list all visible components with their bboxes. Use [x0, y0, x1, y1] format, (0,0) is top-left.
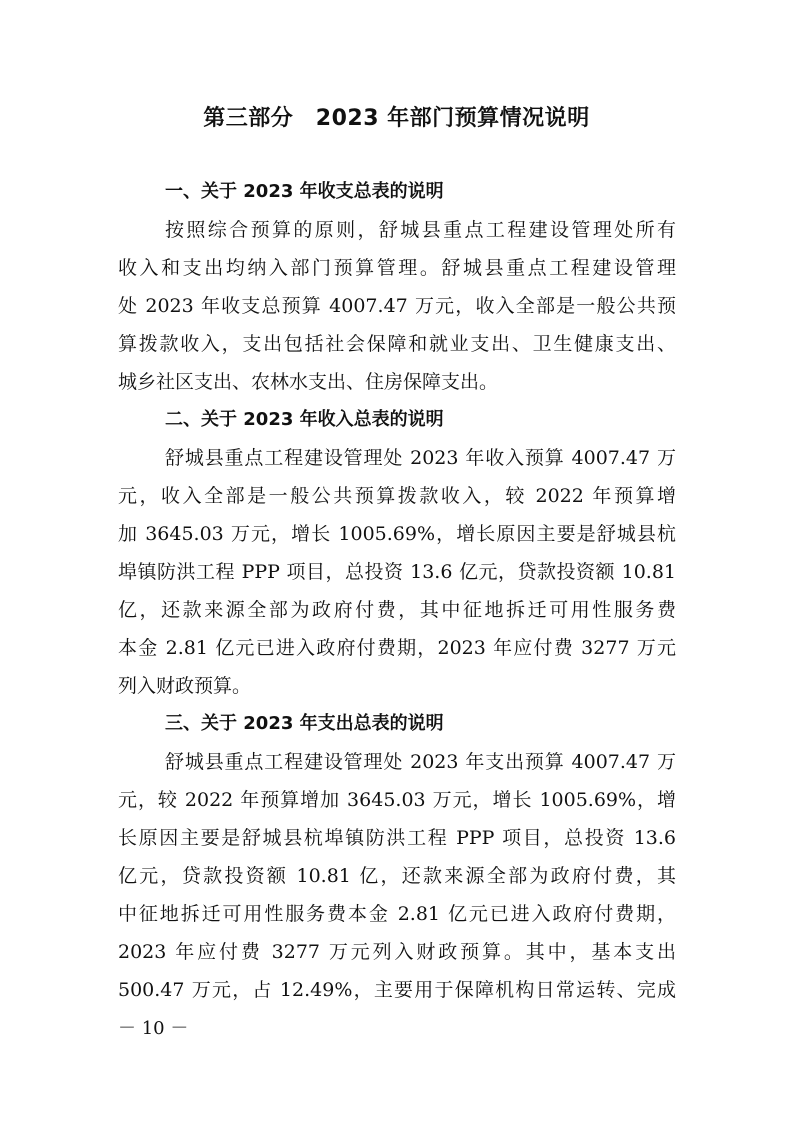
section-2-line-5: 亿，还款来源全部为政府付费，其中征地拆迁可用性服务费: [118, 599, 676, 621]
page-number: － 10 －: [118, 1018, 189, 1039]
section-2-line-7: 列入财政预算。: [118, 675, 252, 697]
section-3-line-2: 元，较 2022 年预算增加 3645.03 万元，增长 1005.69%，增: [118, 789, 676, 811]
page-title: 第三部分 2023 年部门预算情况说明: [203, 106, 590, 131]
section-1-line-4: 算拨款收入，支出包括社会保障和就业支出、卫生健康支出、: [118, 333, 676, 355]
section-2-line-4: 埠镇防洪工程 PPP 项目，总投资 13.6 亿元，贷款投资额 10.81: [118, 561, 676, 583]
section-2-heading: 二、关于 2023 年收入总表的说明: [165, 409, 444, 430]
section-3-line-5: 中征地拆迁可用性服务费本金 2.81 亿元已进入政府付费期，: [118, 903, 676, 925]
section-3-line-7: 500.47 万元，占 12.49%，主要用于保障机构日常运转、完成: [118, 979, 676, 1001]
section-3-heading: 三、关于 2023 年支出总表的说明: [165, 713, 444, 734]
section-1-line-1: 按照综合预算的原则，舒城县重点工程建设管理处所有: [165, 219, 676, 241]
section-3-line-3: 长原因主要是舒城县杭埠镇防洪工程 PPP 项目，总投资 13.6: [118, 827, 676, 849]
section-2-line-6: 本金 2.81 亿元已进入政府付费期，2023 年应付费 3277 万元: [118, 637, 676, 659]
section-1-line-3: 处 2023 年收支总预算 4007.47 万元，收入全部是一般公共预: [118, 295, 676, 317]
section-2-line-3: 加 3645.03 万元，增长 1005.69%，增长原因主要是舒城县杭: [118, 523, 676, 545]
section-3-line-6: 2023 年应付费 3277 万元列入财政预算。其中，基本支出: [118, 941, 676, 963]
section-2-line-1: 舒城县重点工程建设管理处 2023 年收入预算 4007.47 万: [165, 447, 676, 469]
section-2-line-2: 元，收入全部是一般公共预算拨款收入，较 2022 年预算增: [118, 485, 676, 507]
section-1-line-5: 城乡社区支出、农林水支出、住房保障支出。: [118, 371, 499, 393]
section-1-line-2: 收入和支出均纳入部门预算管理。舒城县重点工程建设管理: [118, 257, 676, 279]
section-3-line-1: 舒城县重点工程建设管理处 2023 年支出预算 4007.47 万: [165, 751, 676, 773]
section-3-line-4: 亿元，贷款投资额 10.81 亿，还款来源全部为政府付费，其: [118, 865, 676, 887]
section-1-heading: 一、关于 2023 年收支总表的说明: [165, 181, 444, 202]
